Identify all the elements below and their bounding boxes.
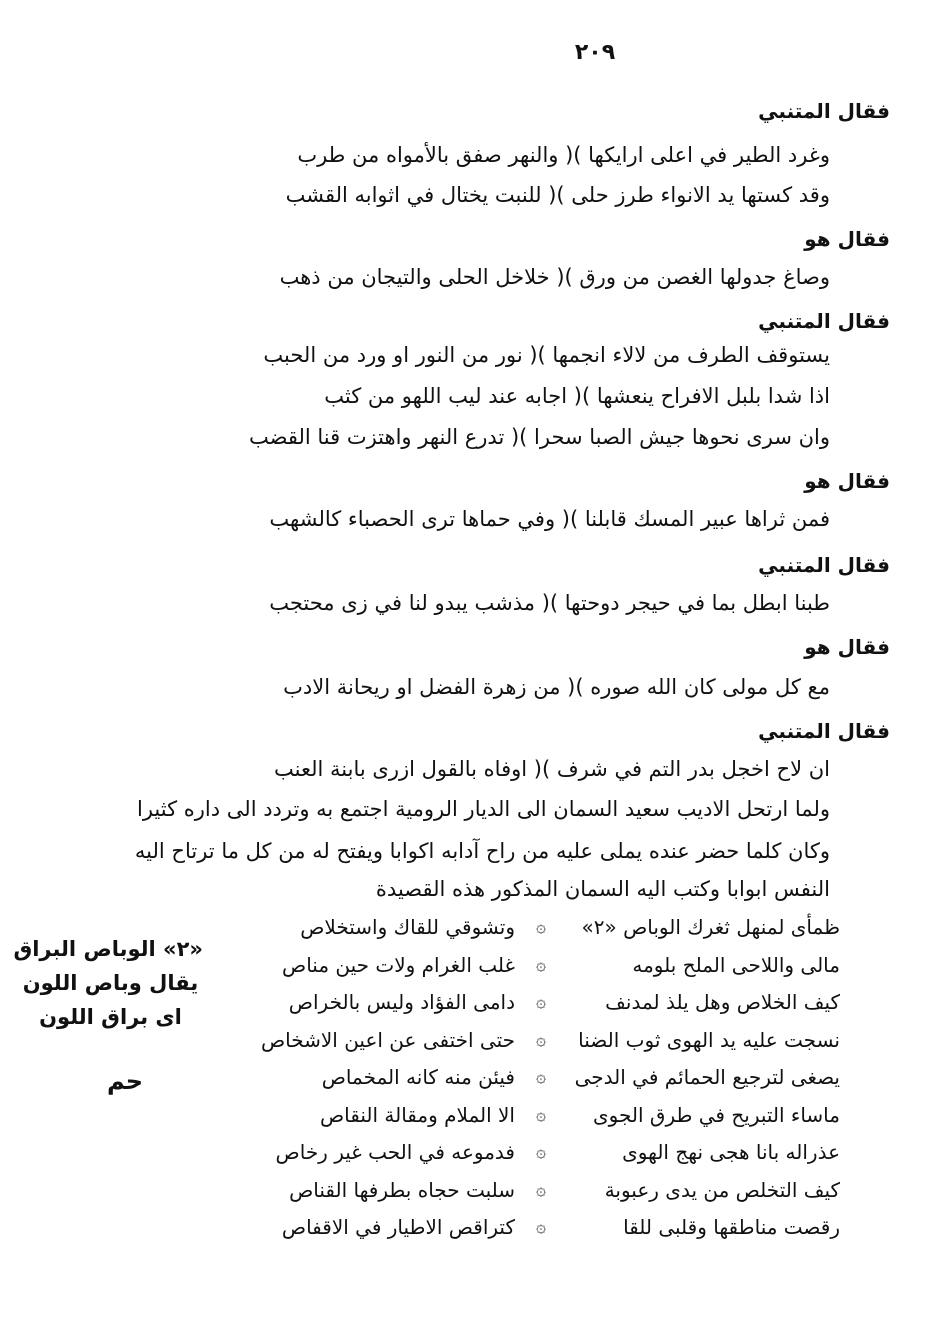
- poem-verse: [230, 1175, 840, 1205]
- verse-separator-icon: ۞: [536, 1104, 546, 1125]
- second-hemistich: دامى الفؤاد وليس بالخراص: [288, 990, 515, 1014]
- speaker-heading: فقال هو: [804, 635, 890, 659]
- second-hemistich: الا الملام ومقالة النقاص: [319, 1102, 515, 1127]
- verse-separator-icon: ۞: [536, 1142, 546, 1162]
- second-hemistich: غلب الغرام ولات حين مناص: [282, 952, 515, 977]
- page-number: ٢٠٩: [574, 40, 616, 65]
- verse-line: وقد كستها يد الانواء طرز حلى )( للنبت يختال في اثوابه القشب: [285, 183, 830, 207]
- verse-line: اذا شدا بلبل الافراح ينعشها )( اجابه عند ليب اللهو من كثب: [324, 384, 830, 408]
- first-hemistich: ظمأى لمنهل ثغرك الوباص «٢»: [581, 915, 840, 939]
- verse-line: وان سرى نحوها جيش الصبا سحرا )( تدرع النهر واهتزت قنا القضب: [249, 425, 830, 449]
- verse-line: فمن ثراها عبير المسك قابلنا )( وفي حماها ترى الحصباء كالشهب: [269, 507, 830, 531]
- verse-line: مع كل مولى كان الله صوره )( من زهرة الفضل او ريحانة الادب: [283, 675, 830, 699]
- margin-gloss-line: «٢» الوباص البراق: [13, 937, 203, 961]
- second-hemistich: كتراقص الاطيار في الاقفاص: [281, 1215, 515, 1239]
- verse-separator-icon: ۞: [536, 992, 546, 1012]
- second-hemistich: حتى اختفى عن اعين الاشخاص: [260, 1027, 515, 1052]
- second-hemistich: فيئن منه كانه المخماص: [321, 1065, 515, 1089]
- poem-verse: [230, 1062, 840, 1092]
- poem-verse: [230, 1100, 840, 1130]
- speaker-heading: فقال المتنبي: [758, 309, 890, 333]
- poem-verse: [230, 950, 840, 980]
- first-hemistich: ماساء التبريح في طرق الجوى: [593, 1102, 840, 1127]
- verse-line: وصاغ جدولها الغصن من ورق )( خلاخل الحلى والتيجان من ذهب: [279, 265, 830, 289]
- verse-line: يستوقف الطرف من لالاء انجمها )( نور من النور او ورد من الحبب: [263, 343, 830, 367]
- speaker-heading: فقال هو: [804, 469, 890, 493]
- verse-line: ان لاح اخجل بدر التم في شرف )( اوفاه بالقول ازرى بابنة العنب: [274, 757, 830, 781]
- verse-separator-icon: ۞: [536, 954, 546, 975]
- first-hemistich: مالى واللاحى الملح بلومه: [632, 952, 840, 977]
- verse-separator-icon: ۞: [536, 1029, 546, 1050]
- prose-line: وكان كلما حضر عنده يملى عليه من راح آدابه اكوابا ويفتح له من كل ما ترتاح اليه: [134, 839, 830, 863]
- poem-verse: [230, 1025, 840, 1055]
- speaker-heading: فقال المتنبي: [758, 553, 890, 577]
- second-hemistich: فدموعه في الحب غير رخاص: [275, 1140, 515, 1164]
- poem-verse: [230, 1137, 840, 1167]
- poem-verse: [230, 1212, 840, 1242]
- prose-line: ولما ارتحل الاديب سعيد السمان الى الديار الرومية اجتمع به وتردد الى داره كثيرا: [137, 797, 830, 821]
- first-hemistich: كيف التخلص من يدى رعبوبة: [604, 1177, 840, 1202]
- poem-verse: [230, 912, 840, 942]
- first-hemistich: نسجت عليه يد الهوى ثوب الضنا: [578, 1027, 840, 1052]
- verse-separator-icon: ۞: [536, 917, 546, 937]
- first-hemistich: كيف الخلاص وهل يلذ لمدنف: [605, 990, 840, 1014]
- speaker-heading: فقال هو: [804, 227, 890, 251]
- second-hemistich: وتشوقي للقاك واستخلاص: [300, 915, 515, 939]
- first-hemistich: يصغى لترجيع الحمائم في الدجى: [574, 1065, 840, 1089]
- verse-line: طبنا ابطل بما في حيجر دوحتها )( مذشب يبدو لنا في زى محتجب: [269, 591, 830, 615]
- verse-separator-icon: ۞: [536, 1217, 546, 1237]
- prose-line: النفس ابوابا وكتب اليه السمان المذكور هذه القصيدة: [375, 877, 830, 901]
- poem-verse: [230, 987, 840, 1017]
- signature-mark: حم: [106, 1067, 144, 1095]
- first-hemistich: رقصت مناطقها وقلبى للقا: [623, 1215, 840, 1239]
- speaker-heading: فقال المتنبي: [758, 99, 890, 123]
- margin-gloss: [13, 932, 203, 1034]
- second-hemistich: سلبت حجاه بطرفها القناص: [289, 1177, 515, 1202]
- margin-gloss-line: يقال وباص اللون: [22, 971, 199, 995]
- speaker-heading: فقال المتنبي: [758, 719, 890, 743]
- first-hemistich: عذراله بانا هجى نهج الهوى: [622, 1140, 840, 1164]
- verse-line: وغرد الطير في اعلى ارايكها )( والنهر صفق بالأمواه من طرب: [297, 143, 830, 167]
- margin-gloss-line: اى براق اللون: [39, 1005, 182, 1029]
- verse-separator-icon: ۞: [536, 1067, 546, 1087]
- verse-separator-icon: ۞: [536, 1179, 546, 1200]
